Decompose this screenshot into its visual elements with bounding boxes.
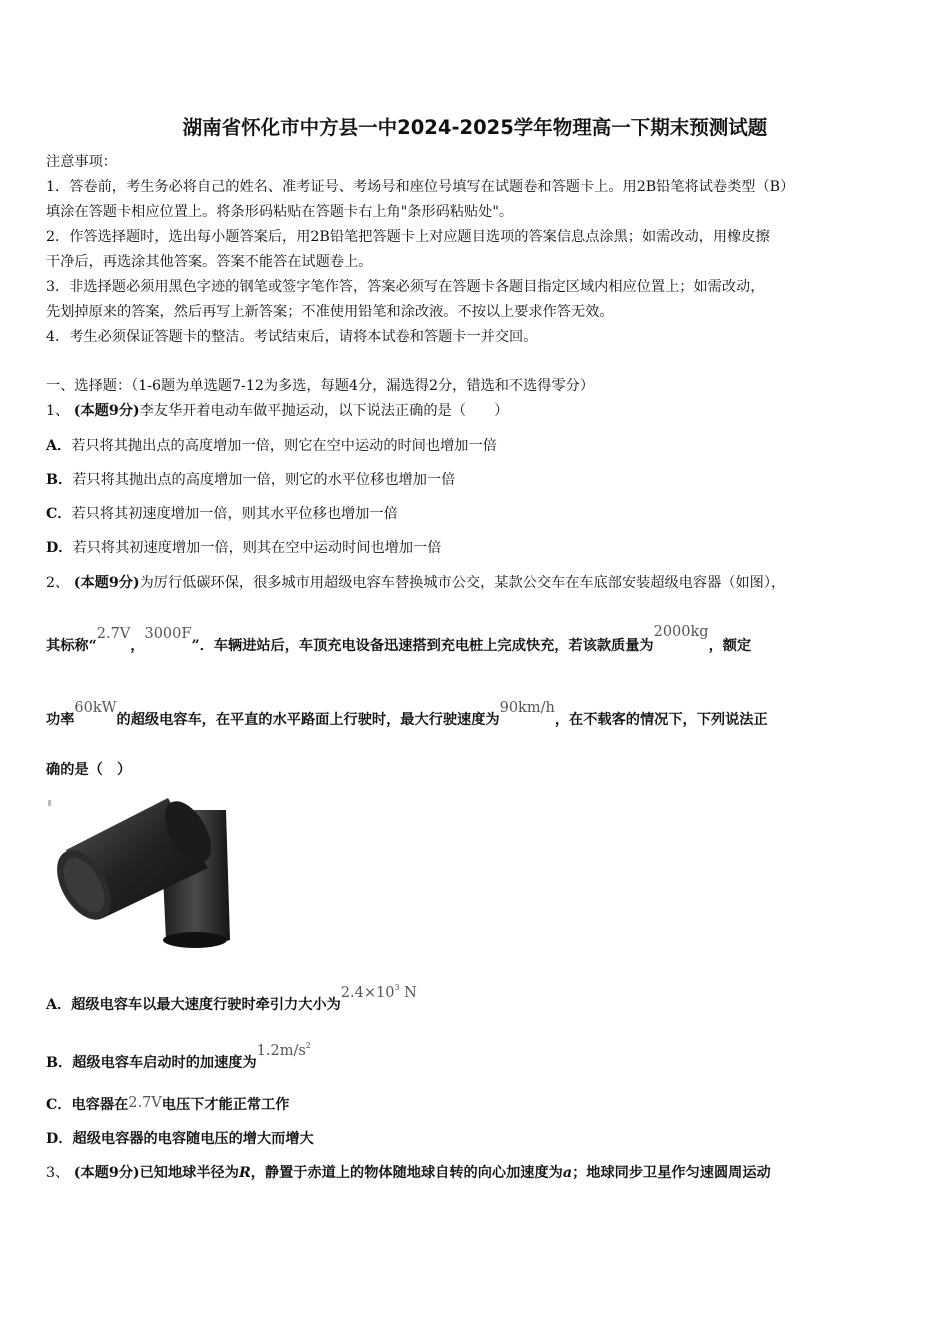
notice-line: 4．考生必须保证答题卡的整洁。考试结束后，请将本试卷和答题卡一并交回。 [46,329,538,345]
notice-line: 2．作答选择题时，选出每小题答案后，用2B铅笔把答题卡上对应题目选项的答案信息点涂黑；如需改动，用橡皮擦 [46,229,770,245]
question-text: ， [130,638,145,654]
page-title: 湖南省怀化市中方县一中2024-2025学年物理高一下期末预测试题 [182,116,768,139]
variable-a: a [562,1165,573,1181]
q2-option-c [46,1095,289,1115]
option-letter: D． [46,1131,73,1147]
math-exponent: 2 [305,1041,311,1050]
question-number: 2、 [46,575,70,591]
option-text: 超级电容车启动时的加速度为 [72,1055,257,1071]
option-text: 若只将其抛出点的高度增加一倍，则它的水平位移也增加一倍 [72,472,456,488]
q2-option-a [46,983,417,1015]
option-text: 超级电容器的电容随电压的增大而增大 [72,1131,314,1147]
q1-option-b [46,470,455,490]
notice-line: 3．非选择题必须用黑色字迹的钢笔或签字笔作答，答案必须写在答题卡各题目指定区域内相应位置上；如需改动， [46,279,765,295]
question-text: ，额定 [708,638,752,654]
option-text: 电容器在 [71,1097,129,1113]
notice-heading: 注意事项： [46,154,117,170]
question-text: ，静置于赤道上的物体随地球自转的向心加速度为 [250,1165,563,1181]
notice-line: 1．答卷前，考生务必将自己的姓名、准考证号、考场号和座位号填写在试题卷和答题卡上。用2B铅笔将试卷类型（B） [46,179,795,195]
math-base: 2.4×10 [340,985,395,1001]
question-text: ，在不载客的情况下，下列说法正 [554,712,768,728]
question-number: 1、 [46,403,70,419]
math-speed: 90km/h [499,700,555,716]
question-number: 3、 [46,1165,70,1181]
option-text: 若只将其初速度增加一倍，则其在空中运动时间也增加一倍 [72,540,442,556]
variable-r: R [238,1165,251,1181]
option-text: 电压下才能正常工作 [161,1097,290,1113]
option-letter: D． [46,540,73,556]
question-text: 其标称“ [46,638,97,654]
question-2-stem-line4: 确的是（ ） [46,762,132,778]
math-exponent: 3 [394,983,400,992]
question-text: ”．车辆进站后，车顶充电设备迅速搭到充电桩上完成快充，若该款质量为 [191,638,654,654]
math-voltage: 2.7V [96,626,131,642]
math-mass: 2000kg [653,624,709,640]
question-text: ；地球同步卫星作匀速圆周运动 [572,1165,771,1181]
question-3-stem [46,1163,771,1183]
question-1-stem [46,401,509,421]
math-voltage: 2.7V [128,1095,162,1111]
supercapacitor-image [48,790,238,955]
math-unit: N [399,985,417,1001]
question-2-stem-line3 [46,700,768,730]
math-acceleration [257,1043,311,1059]
q1-option-d [46,538,441,558]
option-text: 若只将其初速度增加一倍，则其水平位移也增加一倍 [71,506,398,522]
question-2-stem-line1 [46,573,785,593]
question-text: 已知地球半径为 [139,1165,239,1181]
notice-line: 先划掉原来的答案，然后再写上新答案；不准使用铅笔和涂改液。不按以上要求作答无效。 [46,304,614,320]
question-score: (本题9分) [73,1165,140,1181]
notice-line: 干净后，再选涂其他答案。答案不能答在试题卷上。 [46,254,373,270]
question-text: 为厉行低碳环保，很多城市用超级电容车替换城市公交，某款公交车在车底部安装超级电容器（如图）， [139,575,786,591]
question-text: 的超级电容车，在平直的水平路面上行驶时，最大行驶速度为 [116,712,500,728]
option-letter: B． [46,1055,73,1071]
math-power: 60kW [74,700,117,716]
question-score: (本题9分) [73,575,140,591]
question-text: 功率 [46,712,75,728]
math-force [341,985,417,1001]
q2-option-b [46,1041,311,1073]
math-capacitance: 3000F [144,626,192,642]
question-text: 李友华开着电动车做平抛运动，以下说法正确的是（ ） [139,403,509,419]
option-text: 若只将其抛出点的高度增加一倍，则它在空中运动的时间也增加一倍 [71,438,497,454]
option-letter: C． [46,1097,72,1113]
notice-line: 填涂在答题卡相应位置上。将条形码粘贴在答题卡右上角"条形码粘贴处"。 [46,204,514,220]
option-letter: C． [46,506,72,522]
option-letter: A． [46,997,72,1013]
option-letter: A． [46,438,72,454]
q2-option-d [46,1129,314,1149]
math-base: 1.2m/s [256,1043,306,1059]
q1-option-c [46,504,398,524]
q1-option-a [46,436,497,456]
question-score: (本题9分) [73,403,140,419]
section-heading: 一、选择题：（1-6题为单选题7-12为多选，每题4分，漏选得2分，错选和不选得零分） [46,378,595,394]
option-text: 超级电容车以最大速度行驶时牵引力大小为 [71,997,341,1013]
option-letter: B． [46,472,73,488]
question-2-stem-line2 [46,624,752,656]
